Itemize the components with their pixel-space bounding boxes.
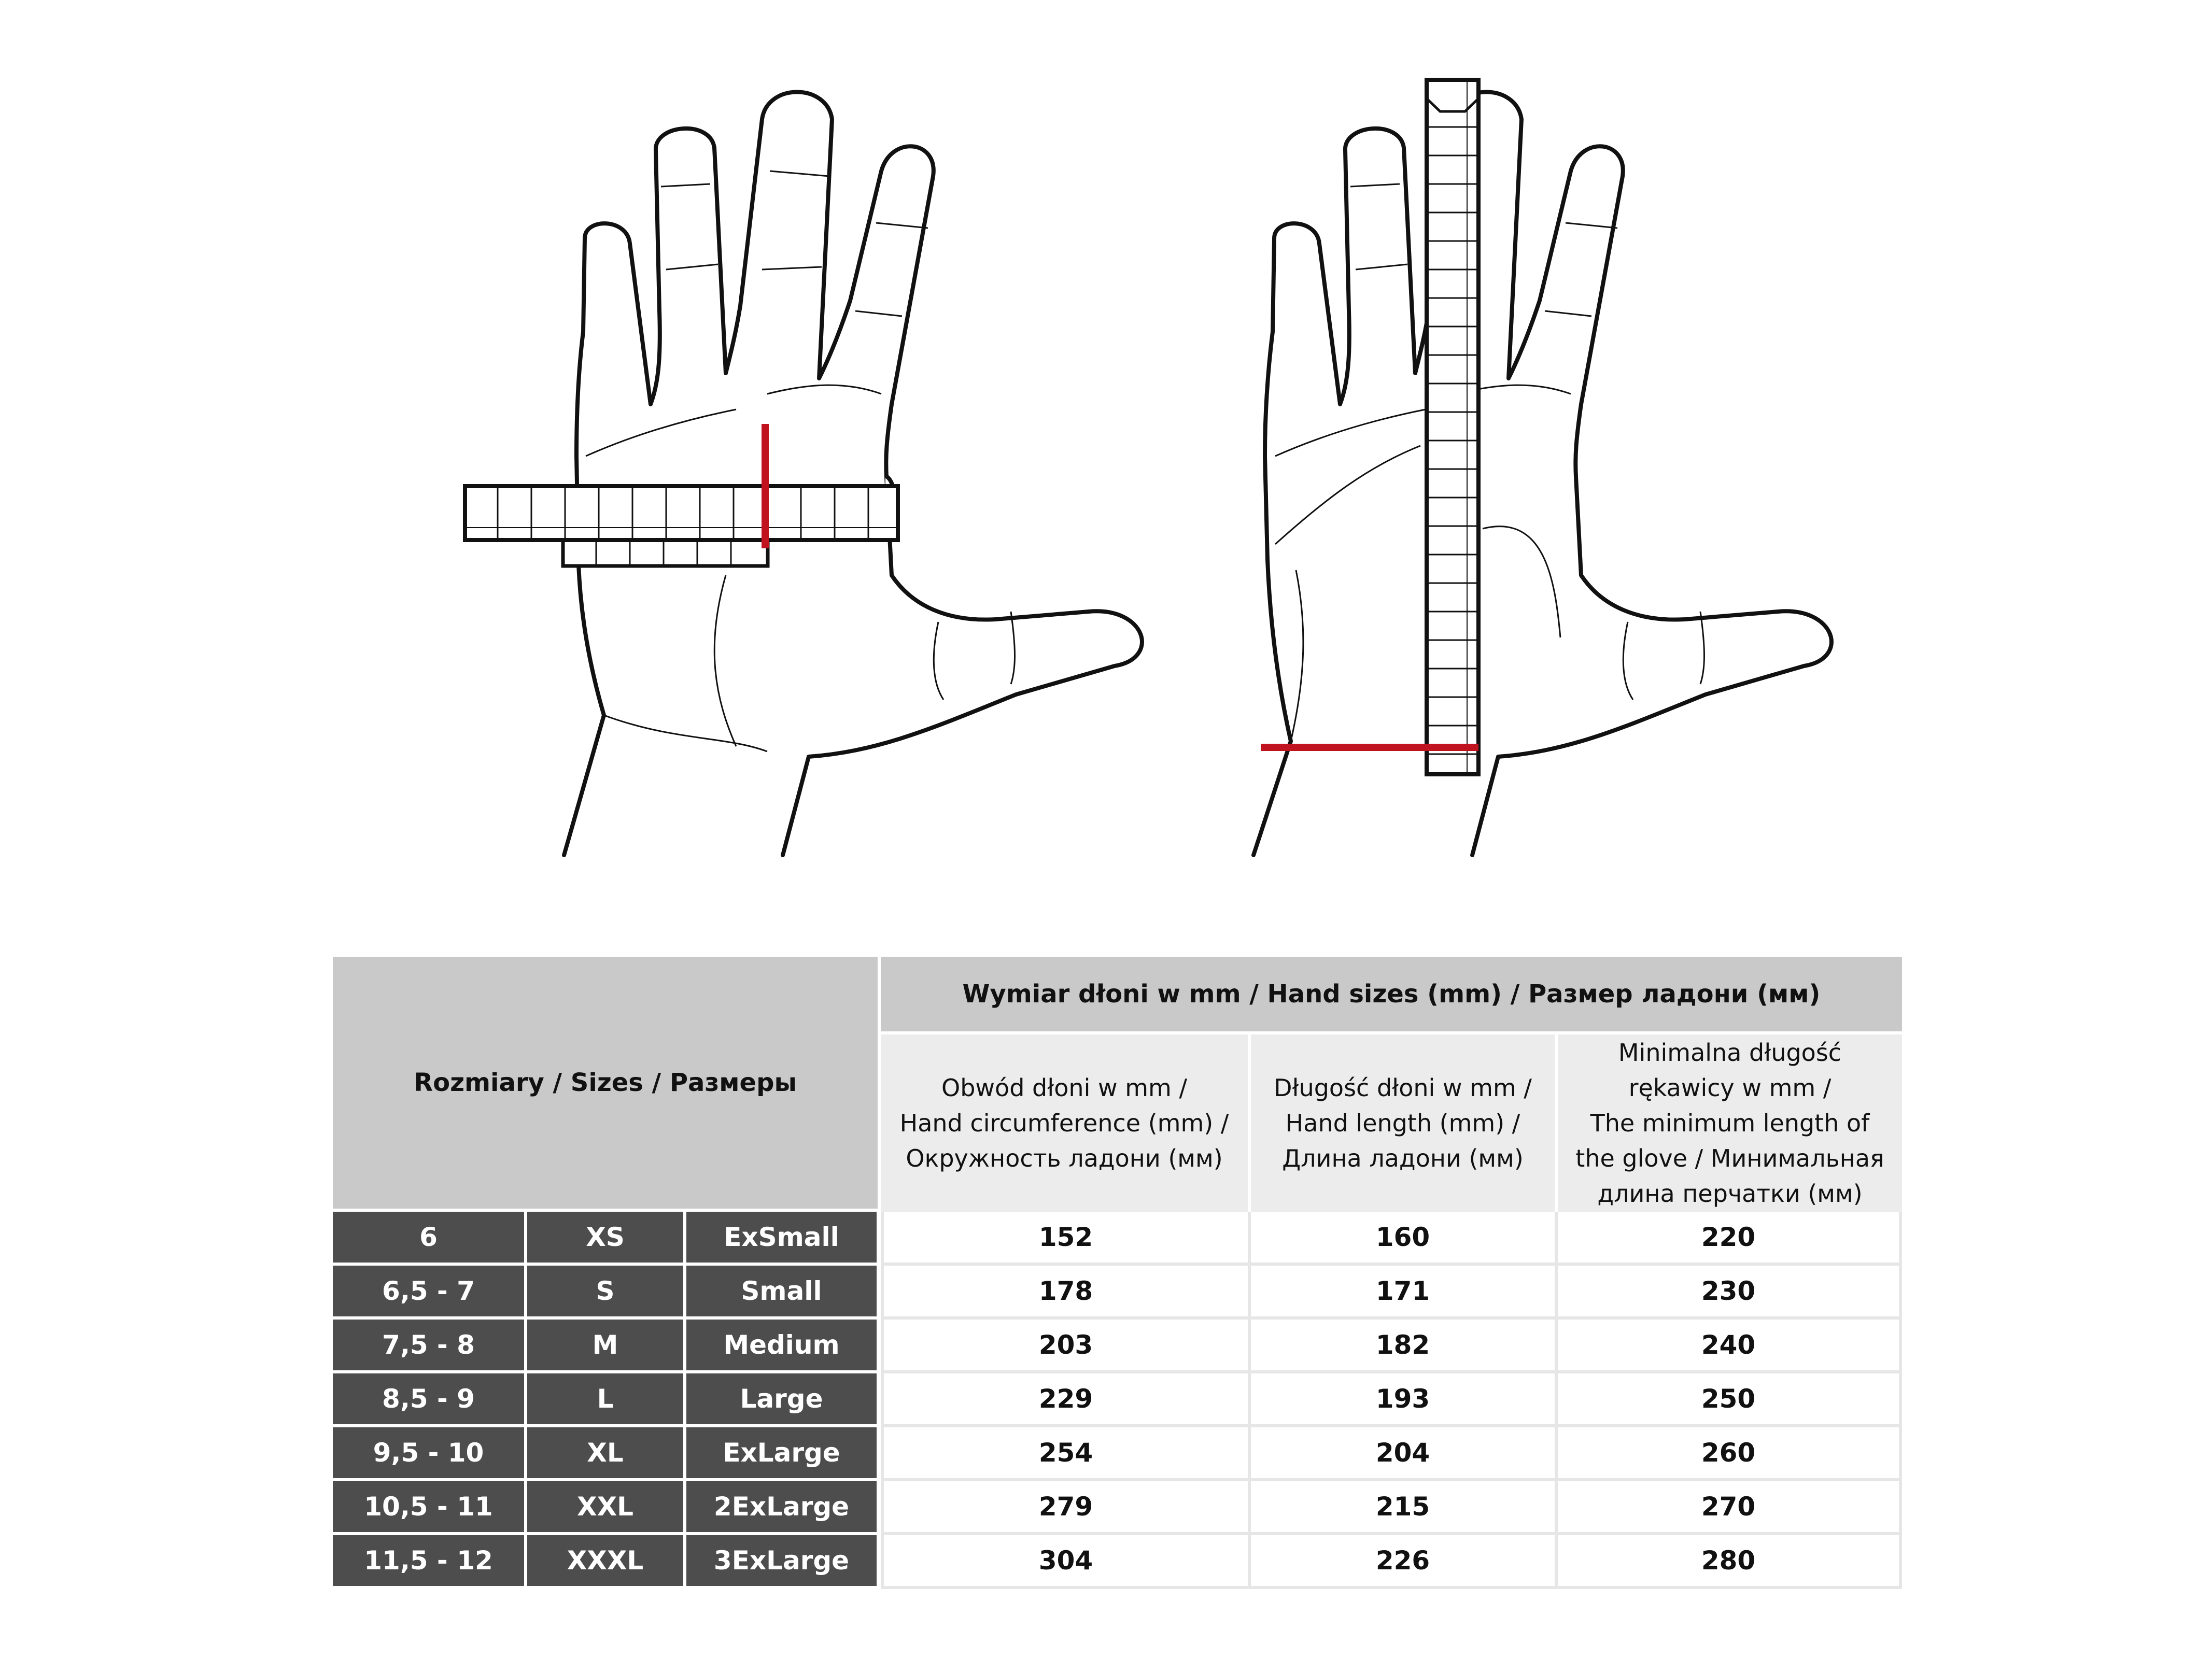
left-hand-illustration: [465, 92, 1142, 856]
min-glove-length-value: 260: [1558, 1427, 1902, 1481]
hand-circumference-header: [881, 1034, 1251, 1212]
hand-circumference-value: 229: [881, 1373, 1251, 1427]
size-name: Large: [686, 1373, 881, 1427]
table-row: [333, 1212, 1902, 1266]
table-row: [333, 1373, 1902, 1427]
size-number: 6,5 - 7: [333, 1266, 527, 1320]
size-code: M: [527, 1320, 686, 1373]
left-hand-outline-icon: [564, 92, 1142, 856]
size-name: ExLarge: [686, 1427, 881, 1481]
size-number: 10,5 - 11: [333, 1481, 527, 1535]
min-glove-length-value: 220: [1558, 1212, 1902, 1266]
size-number: 9,5 - 10: [333, 1427, 527, 1481]
min-glove-length-value: 250: [1558, 1373, 1902, 1427]
hand-sizes-header: Wymiar dłoni w mm / Hand sizes (mm) / Размер ладони (мм): [881, 957, 1902, 1034]
table-row: [333, 1481, 1902, 1535]
hand-length-value: 182: [1251, 1320, 1558, 1373]
size-name: 3ExLarge: [686, 1535, 881, 1589]
right-hand-outline-icon: [1253, 92, 1831, 856]
header-line: длина перчатки (мм): [1597, 1180, 1863, 1208]
min-glove-length-value: 280: [1558, 1535, 1902, 1589]
sizes-header: Rozmiary / Sizes / Размеры: [333, 957, 881, 1212]
min-glove-length-header: [1558, 1034, 1902, 1212]
header-line: Окружность ладони (мм): [906, 1144, 1223, 1172]
table-row: [333, 1427, 1902, 1481]
size-number: 11,5 - 12: [333, 1535, 527, 1589]
hand-circumference-value: 279: [881, 1481, 1251, 1535]
ruler-icon: [1261, 80, 1478, 774]
size-name: ExSmall: [686, 1212, 881, 1266]
hand-circumference-value: 254: [881, 1427, 1251, 1481]
right-hand-creases: [1275, 184, 1704, 741]
size-code: XXXL: [527, 1535, 686, 1589]
table-row: [333, 1320, 1902, 1373]
size-number: 7,5 - 8: [333, 1320, 527, 1373]
header-line: Hand circumference (mm) /: [899, 1109, 1229, 1137]
hand-length-value: 193: [1251, 1373, 1558, 1427]
header-line: Długość dłoni w mm /: [1274, 1074, 1532, 1102]
size-number: 6: [333, 1212, 527, 1266]
min-glove-length-value: 240: [1558, 1320, 1902, 1373]
min-glove-length-value: 270: [1558, 1481, 1902, 1535]
size-code: L: [527, 1373, 686, 1427]
size-name: Small: [686, 1266, 881, 1320]
hand-length-value: 171: [1251, 1266, 1558, 1320]
header-line: Minimalna długość: [1618, 1039, 1842, 1067]
size-code: S: [527, 1266, 686, 1320]
header-line: Hand length (mm) /: [1285, 1109, 1520, 1137]
size-code: XL: [527, 1427, 686, 1481]
header-line: Obwód dłoni w mm /: [941, 1074, 1187, 1102]
glove-size-table: [333, 957, 1902, 1589]
hand-circumference-value: 152: [881, 1212, 1251, 1266]
hand-length-value: 215: [1251, 1481, 1558, 1535]
size-code: XS: [527, 1212, 686, 1266]
hand-circumference-value: 178: [881, 1266, 1251, 1320]
table-row: [333, 1535, 1902, 1589]
header-line: rękawicy w mm /: [1628, 1074, 1831, 1102]
hand-length-header: [1251, 1034, 1558, 1212]
hand-length-value: 160: [1251, 1212, 1558, 1266]
size-name: Medium: [686, 1320, 881, 1373]
header-line: The minimum length of: [1590, 1109, 1870, 1137]
hand-circumference-value: 304: [881, 1535, 1251, 1589]
right-hand-illustration: [1253, 80, 1831, 855]
hand-circumference-value: 203: [881, 1320, 1251, 1373]
size-code: XXL: [527, 1481, 686, 1535]
size-name: 2ExLarge: [686, 1481, 881, 1535]
measuring-tape-icon: [465, 424, 898, 566]
header-line: the glove / Минимальная: [1575, 1144, 1884, 1172]
header-line: Длина ладони (мм): [1282, 1144, 1524, 1172]
min-glove-length-value: 230: [1558, 1266, 1902, 1320]
hand-length-value: 204: [1251, 1427, 1558, 1481]
hand-length-value: 226: [1251, 1535, 1558, 1589]
table-header-row: [333, 957, 1902, 1034]
size-number: 8,5 - 9: [333, 1373, 527, 1427]
left-hand-creases: [586, 171, 1015, 751]
table-row: [333, 1266, 1902, 1320]
